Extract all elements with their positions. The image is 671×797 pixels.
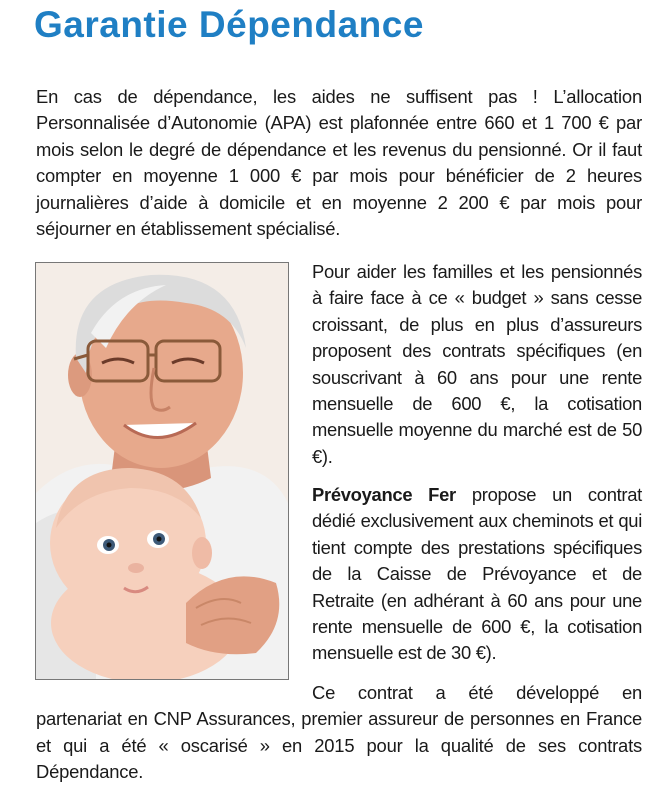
- paragraph-cnp-partnership-text: Ce contrat a été développé en partenariat en CNP Assurances, premier assureur de personnes en France et qui a été « oscarisé » en 2015 pour la qualité de ses contrats Dépendance.: [36, 682, 642, 783]
- paragraph-cnp-partnership: [36, 680, 642, 786]
- grandfather-and-baby-photo-icon: [36, 263, 288, 679]
- paragraph-prevoyance-fer-text: propose un contrat dédié exclusivement aux cheminots et qui tient compte des prestations spécifiques de la Caisse de Prévoyance et de Retraite (en adhérant à 60 ans pour une rente mensuelle de 600 €, la cotisation mensuelle est de 30 €).: [312, 484, 642, 664]
- page-title: Garantie Dépendance: [34, 4, 424, 45]
- paragraph-prevoyance-fer: [312, 482, 642, 667]
- illustration-photo: [35, 262, 289, 680]
- brand-name: Prévoyance Fer: [312, 484, 456, 505]
- intro-paragraph: En cas de dépendance, les aides ne suffisent pas ! L’allocation Personnalisée d’Autonomie (APA) est plafonnée entre 660 et 1 700 € par mois selon le degré de dépendance et les revenus du pensionné. Or il faut compter en moyenne 1 000 € par mois pour bénéficier de 2 heures journalières d’aide à domicile et en moyenne 2 200 € par mois pour séjourner en établissement spécialisé.: [36, 86, 642, 240]
- paragraph-market-contracts: Pour aider les familles et les pensionnés à faire face à ce « budget » sans cesse croissant, de plus en plus d’assureurs proposent des contrats spécifiques (en souscrivant à 60 ans pour une rente mensuelle de 600 €, la cotisation mensuelle moyenne du marché est de 50 €).: [312, 261, 642, 467]
